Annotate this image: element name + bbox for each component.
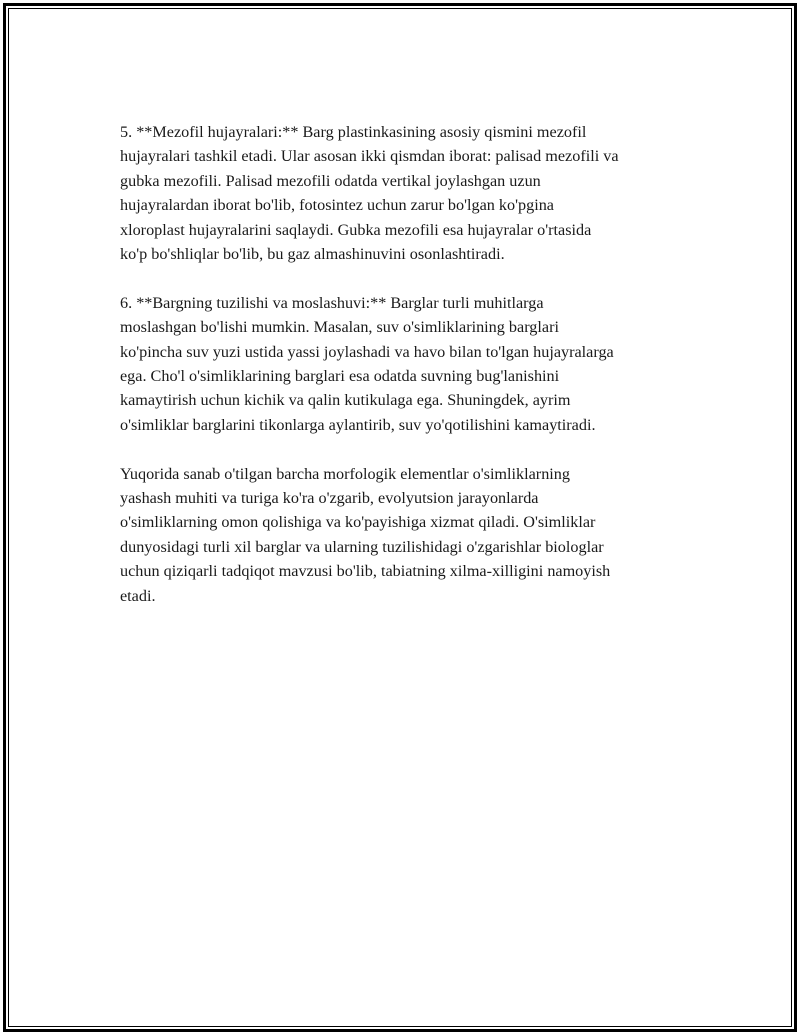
text-line: 6. **Bargning tuzilishi va moslashuvi:** Barglar turli muhitlarga <box>120 293 544 312</box>
text-line: ko'p bo'shliqlar bo'lib, bu gaz almashinuvini osonlashtiradi. <box>120 245 505 264</box>
text-line: ko'pincha suv yuzi ustida yassi joylashadi va havo bilan to'lgan hujayralarga <box>120 342 614 361</box>
text-line: yashash muhiti va turiga ko'ra o'zgarib, evolyutsion jarayonlarda <box>120 489 539 508</box>
paragraph-conclusion <box>120 462 695 608</box>
text-line: o'simliklarning omon qolishiga va ko'payishiga xizmat qiladi. O'simliklar <box>120 513 596 532</box>
text-line: moslashgan bo'lishi mumkin. Masalan, suv o'simliklarining barglari <box>120 318 559 337</box>
document-body <box>120 120 695 632</box>
text-line: hujayralari tashkil etadi. Ular asosan ikki qismdan iborat: palisad mezofili va <box>120 147 619 166</box>
text-line: dunyosidagi turli xil barglar va ularning tuzilishidagi o'zgarishlar biologlar <box>120 537 604 556</box>
text-line: xloroplast hujayralarini saqlaydi. Gubka mezofili esa hujayralar o'rtasida <box>120 220 592 239</box>
document-page <box>3 3 797 1032</box>
text-line: uchun qiziqarli tadqiqot mavzusi bo'lib, tabiatning xilma-xilligini namoyish <box>120 562 611 581</box>
text-line: Yuqorida sanab o'tilgan barcha morfologik elementlar o'simliklarning <box>120 464 570 483</box>
text-line: gubka mezofili. Palisad mezofili odatda vertikal joylashgan uzun <box>120 171 541 190</box>
text-line: kamaytirish uchun kichik va qalin kutikulaga ega. Shuningdek, ayrim <box>120 391 571 410</box>
text-line: 5. **Mezofil hujayralari:** Barg plastinkasining asosiy qismini mezofil <box>120 123 587 141</box>
text-line: o'simliklar barglarini tikonlarga aylantirib, suv yo'qotilishini kamaytiradi. <box>120 415 596 434</box>
paragraph-barg-tuzilishi <box>120 291 695 437</box>
paragraph-mezofil <box>120 120 695 266</box>
text-line: hujayralardan iborat bo'lib, fotosintez uchun zarur bo'lgan ko'pgina <box>120 196 554 215</box>
text-line: etadi. <box>120 586 156 605</box>
text-line: ega. Cho'l o'simliklarining barglari esa odatda suvning bug'lanishini <box>120 367 560 386</box>
